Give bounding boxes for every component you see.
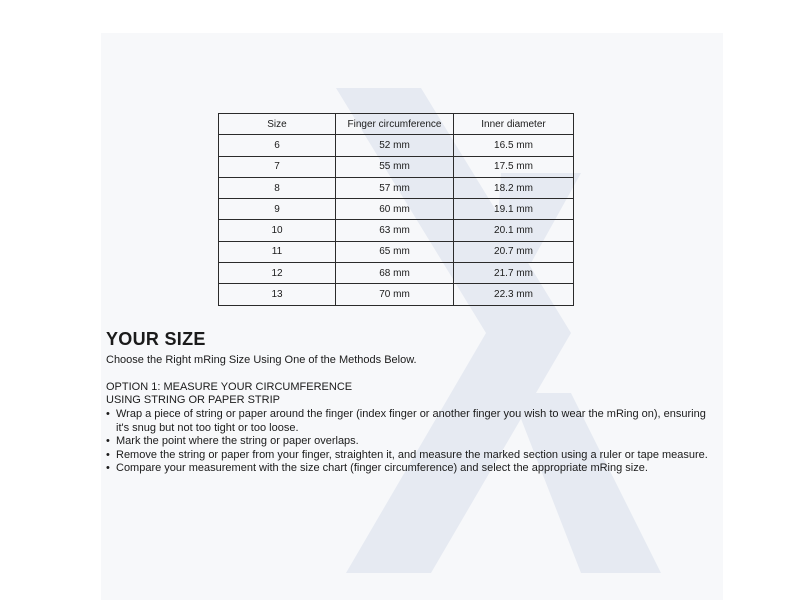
cell-diameter: 16.5 mm <box>454 135 574 156</box>
sizing-instructions <box>106 329 716 476</box>
size-guide-page <box>101 33 723 600</box>
page-subtitle: Choose the Right mRing Size Using One of the Methods Below. <box>106 354 417 366</box>
cell-diameter: 17.5 mm <box>454 156 574 177</box>
header-finger-circumference: Finger circumference <box>336 114 454 135</box>
cell-circumference: 70 mm <box>336 284 454 305</box>
cell-circumference: 57 mm <box>336 177 454 198</box>
table-row <box>219 284 574 305</box>
table-row <box>219 263 574 284</box>
cell-size: 8 <box>219 177 336 198</box>
option-title-line-1: OPTION 1: MEASURE YOUR CIRCUMFERENCE <box>106 381 353 393</box>
table-row <box>219 177 574 198</box>
instruction-list <box>106 408 716 476</box>
cell-diameter: 20.1 mm <box>454 220 574 241</box>
table-row <box>219 220 574 241</box>
table-row <box>219 135 574 156</box>
table-row <box>219 199 574 220</box>
cell-circumference: 60 mm <box>336 199 454 220</box>
cell-diameter: 18.2 mm <box>454 177 574 198</box>
cell-size: 9 <box>219 199 336 220</box>
cell-size: 7 <box>219 156 336 177</box>
cell-diameter: 22.3 mm <box>454 284 574 305</box>
size-chart-table <box>218 113 574 306</box>
cell-size: 13 <box>219 284 336 305</box>
list-item <box>106 462 716 476</box>
bullet-icon: • <box>106 435 110 447</box>
option-title <box>106 381 716 407</box>
bullet-icon: • <box>106 408 110 420</box>
cell-circumference: 68 mm <box>336 263 454 284</box>
bullet-icon: • <box>106 448 110 461</box>
list-item-text: Wrap a piece of string or paper around the finger (index finger or another finger you wish to wear the mRing on), ensuring it's snug but not too tight or too loose. <box>116 408 706 434</box>
list-item <box>106 408 716 435</box>
page-title: YOUR SIZE <box>106 329 206 349</box>
cell-size: 10 <box>219 220 336 241</box>
list-item-text: Mark the point where the string or paper overlaps. <box>116 435 359 447</box>
cell-diameter: 20.7 mm <box>454 241 574 262</box>
cell-circumference: 52 mm <box>336 135 454 156</box>
cell-size: 12 <box>219 263 336 284</box>
list-item <box>106 449 716 463</box>
table-header-row <box>219 114 574 135</box>
list-item-text: Remove the string or paper from your finger, straighten it, and measure the marked section using a ruler or tape measure. <box>116 448 708 461</box>
list-item-text: Compare your measurement with the size chart (finger circumference) and select the appropriate mRing size. <box>116 462 648 474</box>
cell-circumference: 63 mm <box>336 220 454 241</box>
option-title-line-2: USING STRING OR PAPER STRIP <box>106 394 280 406</box>
cell-diameter: 21.7 mm <box>454 263 574 284</box>
cell-size: 11 <box>219 241 336 262</box>
table-row <box>219 156 574 177</box>
table-row <box>219 241 574 262</box>
list-item <box>106 435 716 449</box>
cell-size: 6 <box>219 135 336 156</box>
cell-diameter: 19.1 mm <box>454 199 574 220</box>
cell-circumference: 55 mm <box>336 156 454 177</box>
cell-circumference: 65 mm <box>336 241 454 262</box>
header-size: Size <box>219 114 336 135</box>
header-inner-diameter: Inner diameter <box>454 114 574 135</box>
bullet-icon: • <box>106 462 110 474</box>
